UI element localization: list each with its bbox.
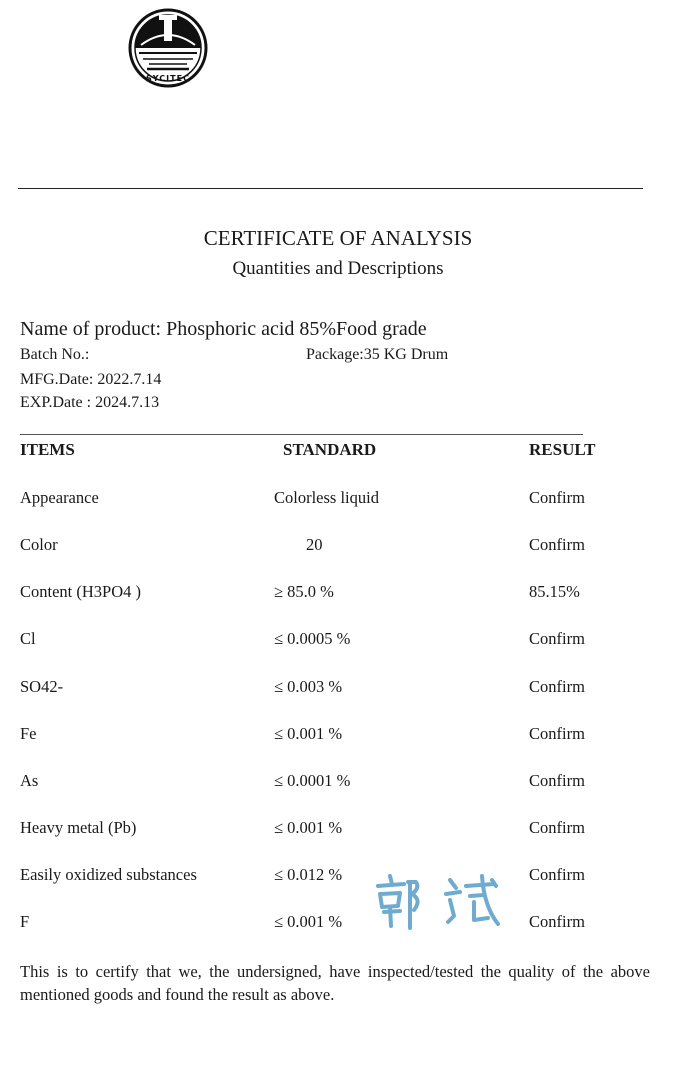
table-row <box>0 677 693 701</box>
item-result: Confirm <box>529 535 585 554</box>
item-result: Confirm <box>529 677 585 696</box>
item-result: Confirm <box>529 488 585 507</box>
item-standard: Colorless liquid <box>274 488 379 507</box>
svg-text:SYCITEC: SYCITEC <box>146 74 190 83</box>
item-standard: ≤ 0.0001 % <box>274 771 351 790</box>
batch-number: Batch No.: <box>20 346 90 363</box>
item-result: 85.15% <box>529 582 580 601</box>
table-row <box>0 724 693 748</box>
item-result: Confirm <box>529 724 585 743</box>
product-name: Name of product: Phosphoric acid 85%Food grade <box>20 318 427 340</box>
item-name: Color <box>20 535 58 554</box>
package-info: Package:35 KG Drum <box>306 346 449 363</box>
table-row <box>0 488 693 512</box>
item-standard: ≤ 0.001 % <box>274 912 343 931</box>
item-result: Confirm <box>529 865 585 884</box>
table-row <box>0 865 693 889</box>
certification-statement: This is to certify that we, the undersigned, have inspected/tested the quality of the above mentioned goods and found the result as above. <box>20 962 650 1004</box>
signature-stamp-icon <box>370 866 505 936</box>
column-header-standard: STANDARD <box>283 440 377 459</box>
item-standard: ≤ 0.001 % <box>274 724 343 743</box>
column-header-result: RESULT <box>529 440 596 459</box>
table-row <box>0 629 693 653</box>
signature-graphic <box>370 866 505 936</box>
table-divider <box>20 434 583 435</box>
item-result: Confirm <box>529 818 585 837</box>
item-standard: ≤ 0.003 % <box>274 677 343 696</box>
item-name: Cl <box>20 629 36 648</box>
mfg-date: MFG.Date: 2022.7.14 <box>20 371 162 388</box>
exp-date: EXP.Date : 2024.7.13 <box>20 394 160 411</box>
item-result: Confirm <box>529 771 585 790</box>
table-row <box>0 771 693 795</box>
table-row <box>0 582 693 606</box>
item-name: Appearance <box>20 488 99 507</box>
company-logo-icon <box>127 7 209 89</box>
item-standard: ≥ 85.0 % <box>274 582 334 601</box>
item-result: Confirm <box>529 912 585 931</box>
item-name: Content (H3PO4 ) <box>20 582 141 601</box>
item-name: Easily oxidized substances <box>20 865 197 884</box>
header-divider <box>18 188 643 189</box>
item-name: Fe <box>20 724 37 743</box>
item-result: Confirm <box>529 629 585 648</box>
table-row <box>0 912 693 936</box>
document-subtitle: Quantities and Descriptions <box>232 258 444 279</box>
item-standard: 20 <box>306 535 323 554</box>
item-name: Heavy metal (Pb) <box>20 818 137 837</box>
item-standard: ≤ 0.0005 % <box>274 629 351 648</box>
item-name: SO42- <box>20 677 64 696</box>
table-row <box>0 535 693 559</box>
item-name: As <box>20 771 39 790</box>
logo-graphic <box>127 7 209 89</box>
item-standard: ≤ 0.001 % <box>274 818 343 837</box>
item-name: F <box>20 912 30 931</box>
table-row <box>0 818 693 842</box>
item-standard: ≤ 0.012 % <box>274 865 343 884</box>
document-title: CERTIFICATE OF ANALYSIS <box>203 226 473 250</box>
column-header-items: ITEMS <box>20 440 75 459</box>
